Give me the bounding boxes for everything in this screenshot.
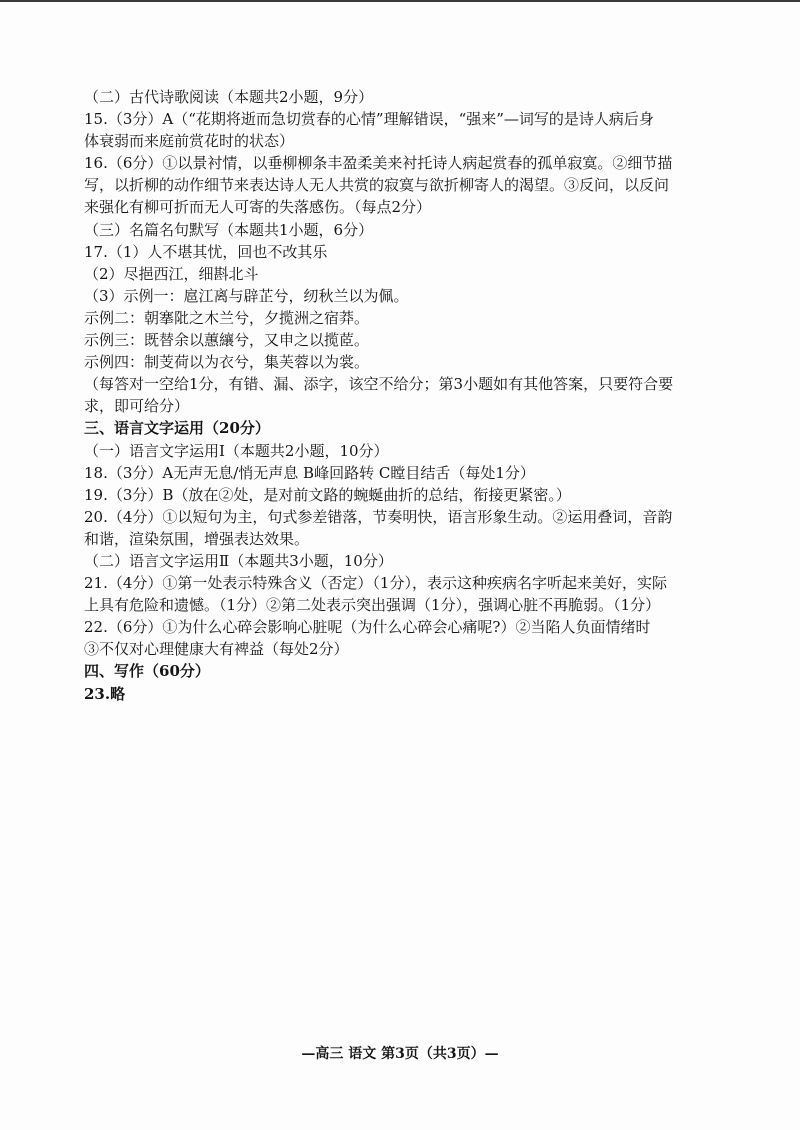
text-line: 示例四：制芰荷以为衣兮，集芙蓉以为裳。: [84, 353, 370, 372]
answer-content: [84, 86, 724, 705]
text-line: （一）语言文字运用Ⅰ（本题共2小题，10分）: [84, 441, 389, 460]
text-line: 来强化有柳可折而无人可寄的失落感伤。（每点2分）: [84, 198, 432, 217]
text-line: （2）尽挹西江，细斟北斗: [84, 264, 259, 283]
text-line: 23.略: [84, 684, 126, 703]
text-line: 写，以折柳的动作细节来表达诗人无人共赏的寂寞与欲折柳寄人的渴望。③反问，以反问: [84, 176, 670, 195]
text-line: 示例二：朝搴阰之木兰兮，夕揽洲之宿莽。: [84, 308, 370, 327]
text-line: （每答对一空给1分，有错、漏、添字，该空不给分；第3小题如有其他答案，只要符合要: [84, 375, 674, 394]
text-line: 示例三：既替余以蕙纕兮，又申之以揽茝。: [84, 331, 370, 350]
text-line: 15.（3分）A（“花期将逝而急切赏春的心情”理解错误，“强来”—词写的是诗人病后身: [84, 110, 654, 129]
page-footer: —高三 语文 第3页（共3页）—: [301, 1046, 499, 1062]
text-line: 19.（3分）B（放在②处，是对前文路的蜿蜒曲折的总结，衔接更紧密。）: [84, 485, 571, 504]
text-line: 体衰弱而来庭前赏花时的状态）: [84, 132, 295, 151]
text-line: （3）示例一：扈江离与辟芷兮，纫秋兰以为佩。: [84, 286, 409, 305]
text-line: ③不仅对心理健康大有裨益（每处2分）: [84, 640, 349, 659]
text-line: （三）名篇名句默写（本题共1小题，6分）: [84, 220, 374, 239]
text-line: 求，即可给分）: [84, 397, 190, 416]
section-heading: 四、写作（60分）: [84, 662, 210, 681]
text-line: 22.（6分）①为什么心碎会影响心脏呢（为什么心碎会心痛呢?）②当陷人负面情绪时: [84, 618, 651, 637]
top-rule: [0, 0, 800, 2]
text-line: 上具有危险和遗憾。（1分）②第二处表示突出强调（1分），强调心脏不再脆弱。（1分）: [84, 596, 661, 615]
text-line: 20.（4分）①以短句为主，句式参差错落，节奏明快，语言形象生动。②运用叠词，音韵: [84, 507, 673, 526]
text-line: （二）古代诗歌阅读（本题共2小题，9分）: [84, 88, 374, 106]
text-line: 18.（3分）A无声无息/悄无声息 B峰回路转 C瞠目结舌（每处1分）: [84, 463, 535, 482]
text-line: 和谐，渲染氛围，增强表达效果。: [84, 529, 310, 548]
text-line: （二）语言文字运用Ⅱ（本题共3小题，10分）: [84, 551, 393, 570]
section-heading: 三、语言文字运用（20分）: [84, 419, 270, 438]
text-line: 16.（6分）①以景衬情，以垂柳柳条丰盈柔美来衬托诗人病起赏春的孤单寂寞。②细节描: [84, 154, 673, 173]
text-line: 21.（4分）①第一处表示特殊含义（否定）（1分），表示这种疾病名字听起来美好，实际: [84, 574, 667, 593]
text-line: 17.（1）人不堪其忧，回也不改其乐: [84, 242, 328, 261]
